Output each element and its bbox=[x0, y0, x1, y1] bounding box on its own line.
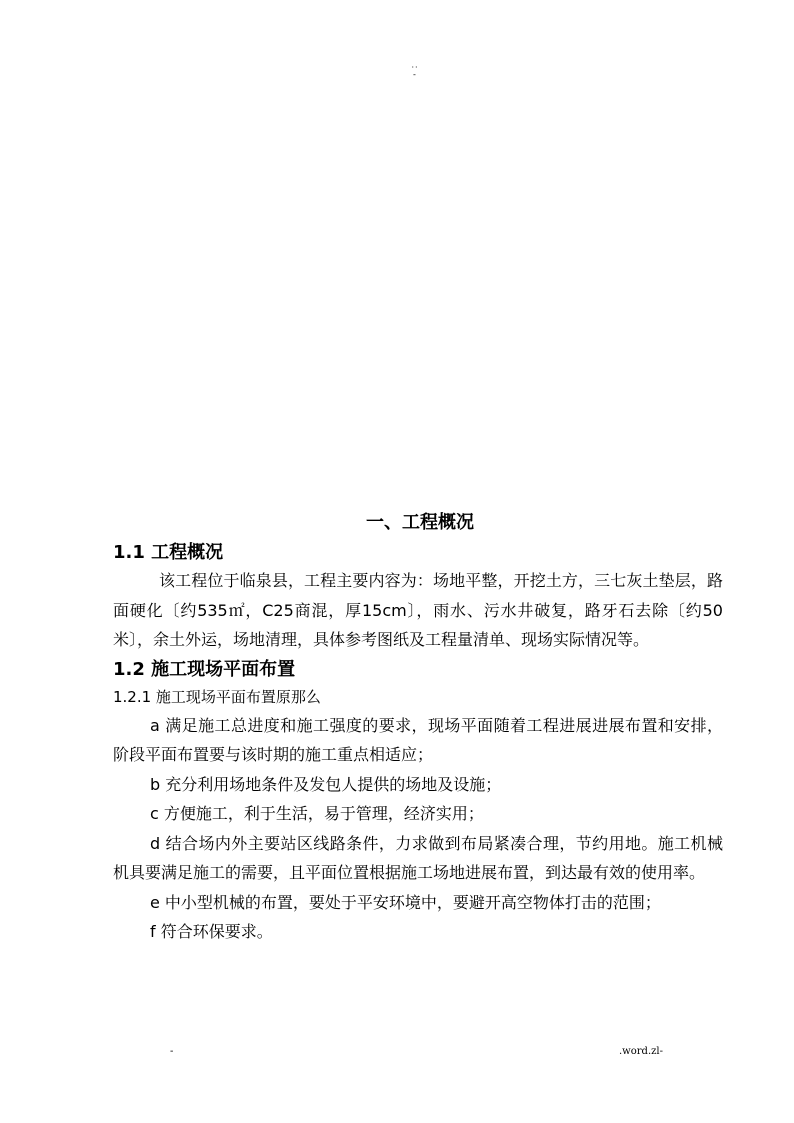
document-body bbox=[113, 510, 723, 947]
header-dash: - bbox=[413, 70, 417, 79]
list-item-f: f 符合环保要求。 bbox=[150, 922, 273, 941]
section-heading-1-2: 1.2 施工现场平面布置 bbox=[113, 658, 296, 680]
chapter-title: 一、工程概况 bbox=[366, 512, 474, 533]
list-item-b: b 充分利用场地条件及发包人提供的场地及设施； bbox=[150, 774, 502, 794]
header-mark bbox=[407, 64, 423, 78]
list-item-d: d 结合场内外主要站区线路条件，力求做到布局紧凑合理，节约用地。施工机械机具要满足施工的需要，且平面位置根据施工场地进展布置，到达最有效的使用率。 bbox=[113, 833, 723, 882]
footer-right: .word.zl- bbox=[619, 1046, 663, 1057]
subsection-heading-1-2-1: 1.2.1 施工现场平面布置原那么 bbox=[113, 687, 321, 706]
list-item-a: a 满足施工总进度和施工强度的要求，现场平面随着工程进展进展布置和安排，阶段平面布置要与该时期的施工重点相适应； bbox=[113, 715, 723, 764]
header-dots: ·· bbox=[411, 63, 419, 72]
section-heading-1-1: 1.1 工程概况 bbox=[113, 542, 224, 563]
list-item-c: c 方便施工，利于生活，易于管理，经济实用； bbox=[150, 804, 484, 823]
section-paragraph-1-1: 该工程位于临泉县，工程主要内容为：场地平整，开挖土方，三七灰土垫层，路面硬化〔约535㎡，C25商混，厚15cm〕，雨水、污水井破复，路牙石去除〔约50米〕，余土外运，场地清理，具体参考图纸及工程量清单、现场实际情况等。 bbox=[113, 571, 723, 649]
footer-left: - bbox=[170, 1046, 174, 1057]
list-item-e: e 中小型机械的布置，要处于平安环境中，要避开高空物体打击的范围； bbox=[150, 892, 661, 912]
